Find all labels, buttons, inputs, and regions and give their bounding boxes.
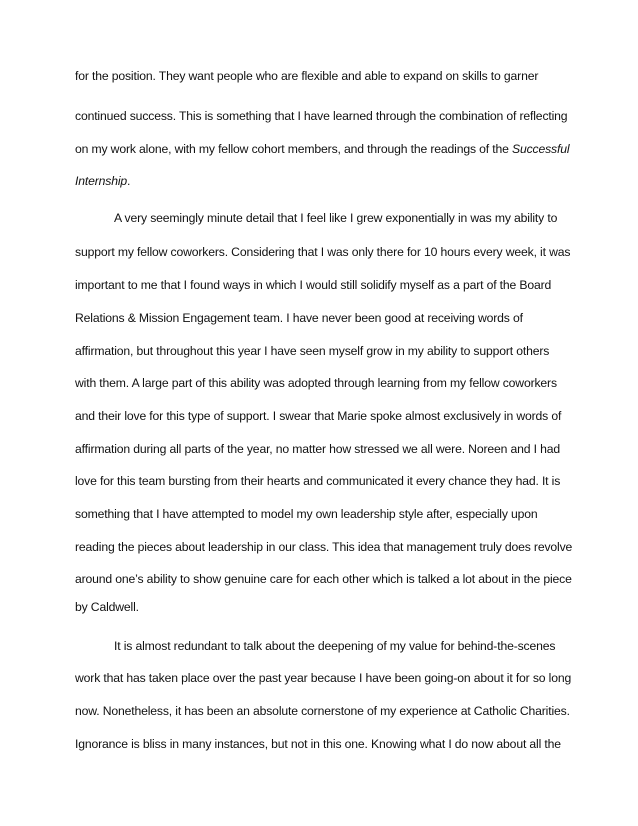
line-text: something that I have attempted to model my own leadership style after, especially upon [75,507,538,521]
line-text: and their love for this type of support. I swear that Marie spoke almost exclusively in words of [75,409,562,423]
line-text: A very seemingly minute detail that I feel like I grew exponentially in was my ability to [114,211,558,225]
line-text: important to me that I found ways in which I would still solidify myself as a part of the Board [75,278,552,292]
line-text: reading the pieces about leadership in our class. This idea that management truly does revolve [75,540,573,554]
text-line [75,473,560,489]
line-text: continued success. This is something that I have learned through the combination of reflecting [75,109,568,123]
text-line [75,571,572,587]
text-line [75,599,139,615]
line-text: by Caldwell. [75,600,139,614]
paragraph-first-line [114,638,555,654]
text-line [75,703,570,719]
line-text: with them. A large part of this ability was adopted through learning from my fellow coworkers [75,376,557,390]
line-text: support my fellow coworkers. Considering that I was only there for 10 hours every week, it was [75,245,571,259]
paragraph-first-line [114,210,557,226]
line-text: affirmation, but throughout this year I have seen myself grow in my ability to support others [75,344,550,358]
line-text: work that has taken place over the past year because I have been going-on about it for so long [75,671,572,685]
text-line [75,375,557,391]
line-text: love for this team bursting from their hearts and communicated it every chance they had. It is [75,474,561,488]
line-text: affirmation during all parts of the year, no matter how stressed we all were. Noreen and I had [75,442,560,456]
line-text: Ignorance is bliss in many instances, but not in this one. Knowing what I do now about all the [75,737,561,751]
line-text: Relations & Mission Engagement team. I have never been good at receiving words of [75,311,523,325]
text-line [75,343,549,359]
italic-book-title: Successful [511,142,570,156]
text-line [75,441,560,457]
text-line [75,244,570,260]
text-line [75,277,551,293]
line-text: on my work alone, with my fellow cohort members, and through the readings of the [75,142,512,156]
line-text: around one’s ability to show genuine care for each other which is talked a lot about in the piece [75,572,572,586]
text-line [75,141,569,157]
text-line [75,173,130,189]
text-line [75,736,561,752]
text-line [75,506,538,522]
text-line [75,539,572,555]
line-text: . [127,174,131,188]
text-line [75,408,561,424]
text-line [75,108,567,124]
italic-book-title: Internship [75,174,128,188]
text-line [75,670,571,686]
line-text: for the position. They want people who are flexible and able to expand on skills to garner [75,69,539,83]
text-line [75,310,523,326]
line-text: It is almost redundant to talk about the deepening of my value for behind-the-scenes [114,639,556,653]
text-line [75,68,538,84]
line-text: now. Nonetheless, it has been an absolute cornerstone of my experience at Catholic Charities. [75,704,570,718]
